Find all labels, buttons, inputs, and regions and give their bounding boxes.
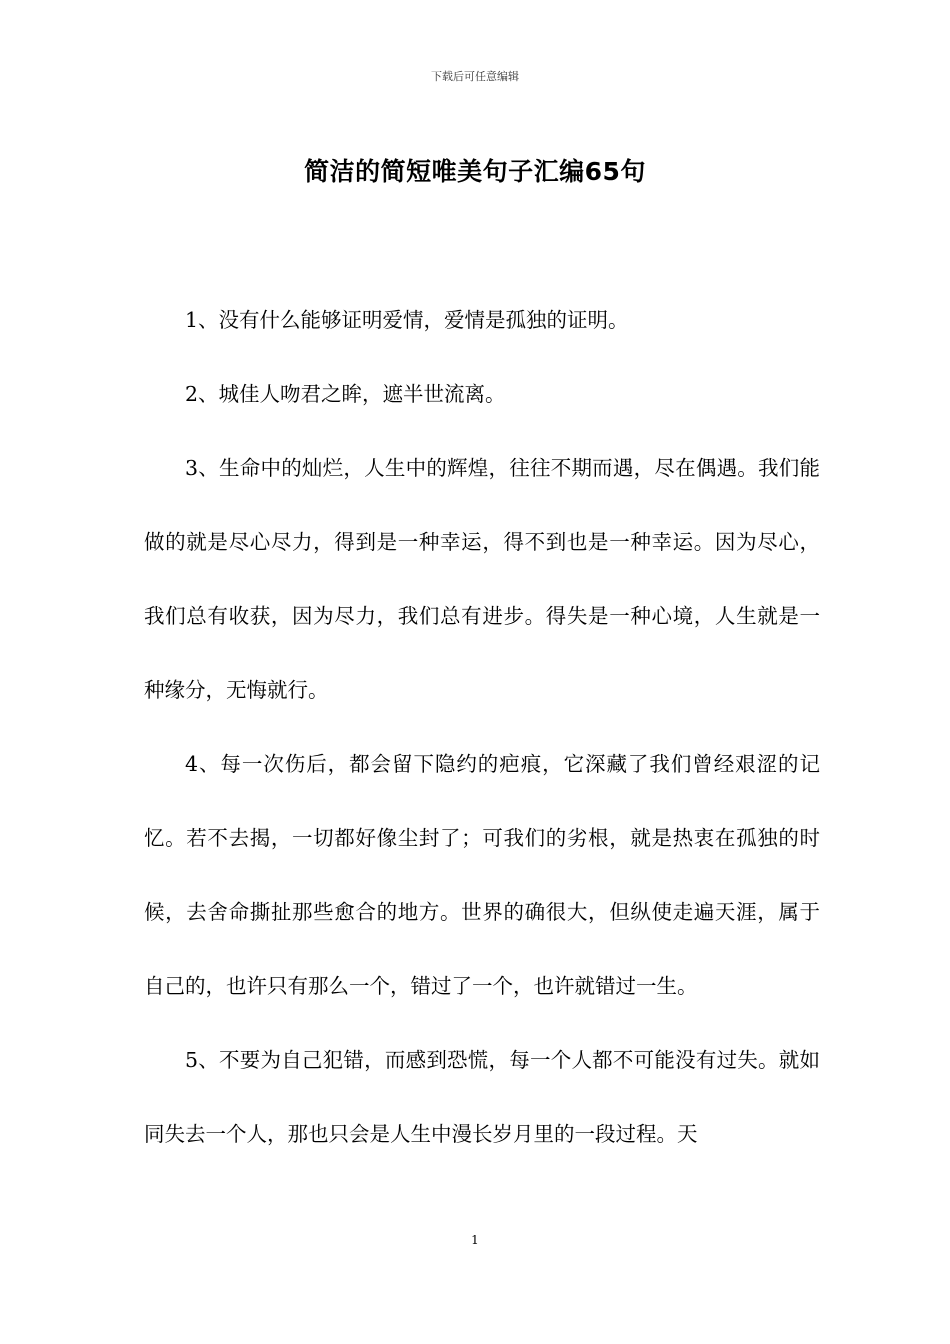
page-number: 1	[471, 1233, 479, 1247]
paragraph-3: 3、生命中的灿烂，人生中的辉煌，往往不期而遇，尽在偶遇。我们能做的就是尽心尽力，得到是一种幸运，得不到也是一种幸运。因为尽心，我们总有收获，因为尽力，我们总有进步。得失是一种心境，人生就是一种缘分，无悔就行。	[144, 456, 820, 702]
document-title: 简洁的简短唯美句子汇编65句	[304, 157, 646, 186]
header-note: 下载后可任意编辑	[431, 70, 519, 83]
paragraph-2: 2、城佳人吻君之眸，遮半世流离。	[185, 382, 506, 406]
paragraph-5: 5、不要为自己犯错，而感到恐慌，每一个人都不可能没有过失。就如同失去一个人，那也只会是人生中漫长岁月里的一段过程。天	[144, 1048, 820, 1146]
document-body	[144, 283, 820, 1171]
paragraph-4: 4、每一次伤后，都会留下隐约的疤痕，它深藏了我们曾经艰涩的记忆。若不去揭，一切都好像尘封了；可我们的劣根，就是热衷在孤独的时候，去舍命撕扯那些愈合的地方。世界的确很大，但纵使走遍天涯，属于自己的，也许只有那么一个，错过了一个，也许就错过一生。	[144, 752, 820, 998]
paragraph-1: 1、没有什么能够证明爱情，爱情是孤独的证明。	[185, 308, 629, 332]
